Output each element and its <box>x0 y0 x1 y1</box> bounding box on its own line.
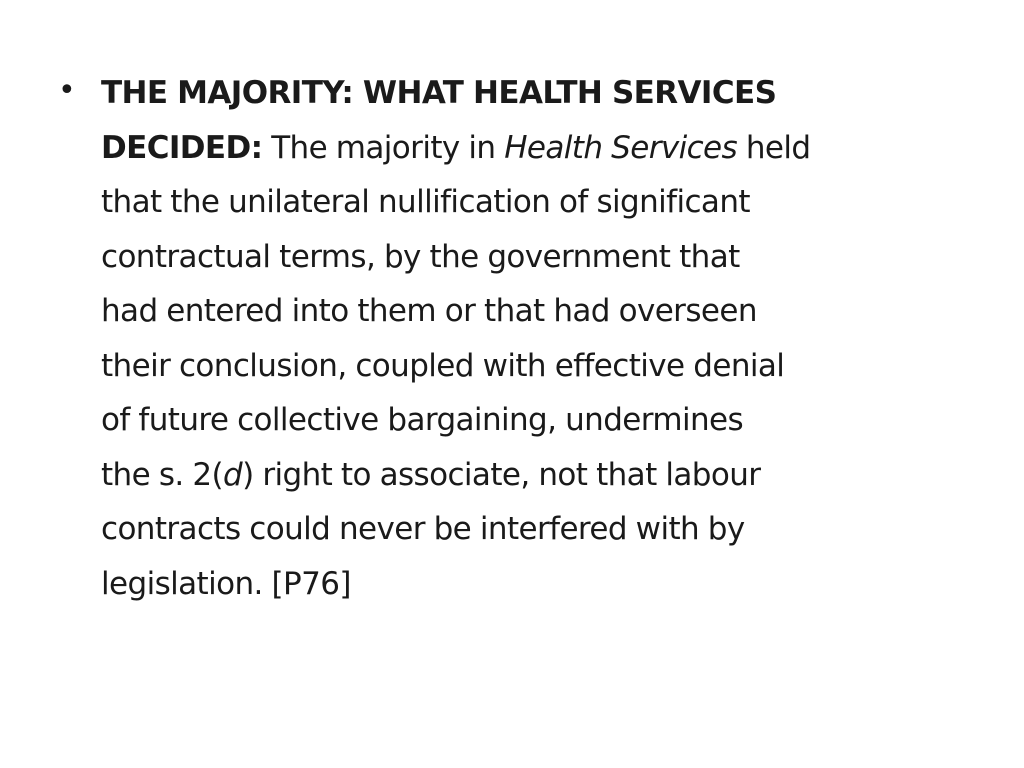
line-8-post: ) right to associate, not that labour <box>242 456 761 493</box>
line-2 <box>101 121 958 176</box>
heading-part-1: THE MAJORITY: WHAT HEALTH SERVICES <box>101 75 777 111</box>
line-1 <box>101 66 958 121</box>
line-7: of future collective bargaining, undermines <box>101 402 744 438</box>
body-text-b: held <box>737 129 811 166</box>
line-4: contractual terms, by the government that <box>101 238 740 275</box>
line-9: contracts could never be interfered with by <box>101 511 745 547</box>
line-10: legislation. [P76] <box>101 565 351 602</box>
line-3: that the unilateral nullification of significant <box>101 184 750 220</box>
heading-part-2: DECIDED: <box>101 129 263 166</box>
bullet-icon: • <box>58 73 76 108</box>
section-letter: d <box>223 456 243 493</box>
bullet-list <box>58 66 958 611</box>
bullet-item <box>58 66 958 611</box>
case-name: Health Services <box>504 129 738 166</box>
line-6: their conclusion, coupled with effective denial <box>101 347 785 384</box>
body-text-a: The majority in <box>262 129 505 166</box>
line-8-pre: the s. 2( <box>101 456 224 493</box>
line-8 <box>101 448 958 503</box>
line-5: had entered into them or that had overseen <box>101 293 757 329</box>
